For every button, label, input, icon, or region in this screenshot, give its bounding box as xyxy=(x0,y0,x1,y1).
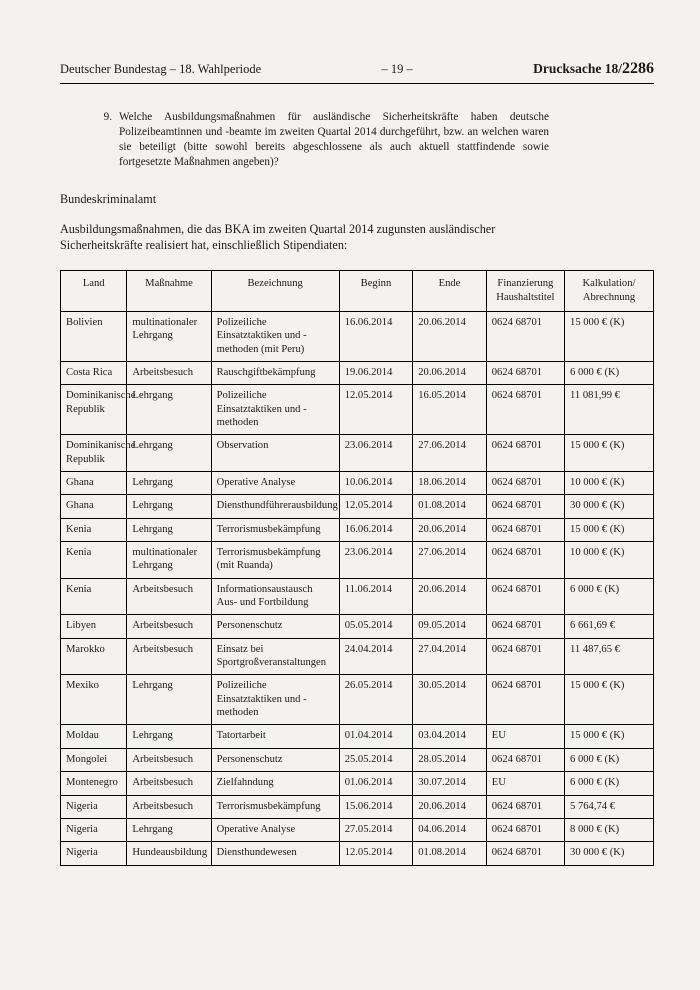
cell-finanzierung: 0624 68701 xyxy=(486,361,564,384)
cell-bezeichnung: Terrorismusbekämpfung xyxy=(211,795,339,818)
cell-ende: 27.04.2014 xyxy=(413,638,487,675)
cell-ende: 16.05.2014 xyxy=(413,385,487,435)
cell-beginn: 26.05.2014 xyxy=(339,675,413,725)
column-header-beginn: Beginn xyxy=(339,271,413,312)
cell-bezeichnung: Terrorismusbekämpfung xyxy=(211,518,339,541)
table-row xyxy=(61,675,654,725)
cell-ende: 20.06.2014 xyxy=(413,311,487,361)
cell-bezeichnung: Polizeiliche Einsatztaktiken und -methoden xyxy=(211,385,339,435)
cell-ende: 20.06.2014 xyxy=(413,795,487,818)
cell-bezeichnung: Zielfahndung xyxy=(211,772,339,795)
cell-ende: 01.08.2014 xyxy=(413,495,487,518)
table-body xyxy=(61,311,654,865)
cell-beginn: 10.06.2014 xyxy=(339,472,413,495)
cell-ende: 30.07.2014 xyxy=(413,772,487,795)
cell-beginn: 16.06.2014 xyxy=(339,311,413,361)
cell-beginn: 23.06.2014 xyxy=(339,435,413,472)
table-row xyxy=(61,518,654,541)
cell-bezeichnung: Diensthundewesen xyxy=(211,842,339,865)
cell-ende: 04.06.2014 xyxy=(413,818,487,841)
cell-bezeichnung: Diensthundführerausbildung xyxy=(211,495,339,518)
cell-beginn: 12.05.2014 xyxy=(339,385,413,435)
cell-bezeichnung: Operative Analyse xyxy=(211,472,339,495)
document-reference-number: 2286 xyxy=(622,60,654,77)
cell-massnahme: Arbeitsbesuch xyxy=(127,638,211,675)
cell-beginn: 16.06.2014 xyxy=(339,518,413,541)
cell-beginn: 05.05.2014 xyxy=(339,615,413,638)
cell-land: Kenia xyxy=(61,578,127,615)
cell-kalkulation: 6 000 € (K) xyxy=(565,748,654,771)
cell-land: Costa Rica xyxy=(61,361,127,384)
table-row xyxy=(61,795,654,818)
cell-ende: 20.06.2014 xyxy=(413,518,487,541)
cell-finanzierung: 0624 68701 xyxy=(486,842,564,865)
cell-kalkulation: 6 661,69 € xyxy=(565,615,654,638)
cell-land: Moldau xyxy=(61,725,127,748)
cell-bezeichnung: Personenschutz xyxy=(211,615,339,638)
cell-bezeichnung: Informationsaustausch Aus- und Fortbildung xyxy=(211,578,339,615)
cell-ende: 27.06.2014 xyxy=(413,542,487,579)
cell-kalkulation: 15 000 € (K) xyxy=(565,311,654,361)
cell-bezeichnung: Operative Analyse xyxy=(211,818,339,841)
cell-land: Mexiko xyxy=(61,675,127,725)
cell-ende: 18.06.2014 xyxy=(413,472,487,495)
cell-bezeichnung: Personenschutz xyxy=(211,748,339,771)
intro-paragraph: Ausbildungsmaßnahmen, die das BKA im zweiten Quartal 2014 zugunsten ausländischer Sicherheitskräfte realisiert hat, einschließlich Stipendiaten: xyxy=(60,221,496,253)
cell-finanzierung: 0624 68701 xyxy=(486,615,564,638)
table-row xyxy=(61,772,654,795)
cell-kalkulation: 6 000 € (K) xyxy=(565,578,654,615)
question-text: Welche Ausbildungsmaßnahmen für ausländische Sicherheitskräfte haben deutsche Polizeibeamtinnen und -beamte im zweiten Quartal 2014 durchgeführt, bzw. an welchen waren sie beteiligt (bitte sowohl bereits abgeschlossene als auch aktuell stattfindende sowie fortgesetzte Maßnahmen angeben)? xyxy=(119,111,549,168)
cell-finanzierung: 0624 68701 xyxy=(486,542,564,579)
cell-beginn: 23.06.2014 xyxy=(339,542,413,579)
cell-kalkulation: 15 000 € (K) xyxy=(565,675,654,725)
cell-massnahme: multinationaler Lehrgang xyxy=(127,542,211,579)
cell-finanzierung: 0624 68701 xyxy=(486,311,564,361)
cell-finanzierung: 0624 68701 xyxy=(486,435,564,472)
cell-kalkulation: 30 000 € (K) xyxy=(565,495,654,518)
cell-land: Dominikanische Republik xyxy=(61,435,127,472)
table-row xyxy=(61,725,654,748)
cell-massnahme: multinationaler Lehrgang xyxy=(127,311,211,361)
cell-finanzierung: 0624 68701 xyxy=(486,638,564,675)
table-row xyxy=(61,472,654,495)
cell-kalkulation: 30 000 € (K) xyxy=(565,842,654,865)
cell-beginn: 12.05.2014 xyxy=(339,842,413,865)
cell-massnahme: Arbeitsbesuch xyxy=(127,615,211,638)
cell-ende: 20.06.2014 xyxy=(413,361,487,384)
document-reference xyxy=(533,60,654,78)
table-row xyxy=(61,638,654,675)
page-header xyxy=(60,60,654,84)
cell-bezeichnung: Tatortarbeit xyxy=(211,725,339,748)
table-header-row xyxy=(61,271,654,312)
cell-beginn: 19.06.2014 xyxy=(339,361,413,384)
cell-finanzierung: 0624 68701 xyxy=(486,818,564,841)
cell-massnahme: Lehrgang xyxy=(127,385,211,435)
question-number: 9. xyxy=(103,111,112,123)
column-header-massnahme: Maßnahme xyxy=(127,271,211,312)
cell-massnahme: Arbeitsbesuch xyxy=(127,772,211,795)
table-row xyxy=(61,361,654,384)
column-header-land: Land xyxy=(61,271,127,312)
table-row xyxy=(61,748,654,771)
cell-bezeichnung: Terrorismusbekämpfung (mit Ruanda) xyxy=(211,542,339,579)
cell-kalkulation: 6 000 € (K) xyxy=(565,772,654,795)
cell-beginn: 01.04.2014 xyxy=(339,725,413,748)
cell-massnahme: Arbeitsbesuch xyxy=(127,578,211,615)
cell-kalkulation: 5 764,74 € xyxy=(565,795,654,818)
cell-finanzierung: 0624 68701 xyxy=(486,518,564,541)
cell-land: Kenia xyxy=(61,542,127,579)
cell-beginn: 25.05.2014 xyxy=(339,748,413,771)
column-header-ende: Ende xyxy=(413,271,487,312)
cell-massnahme: Lehrgang xyxy=(127,725,211,748)
table-row xyxy=(61,818,654,841)
cell-finanzierung: 0624 68701 xyxy=(486,495,564,518)
cell-bezeichnung: Observation xyxy=(211,435,339,472)
cell-land: Libyen xyxy=(61,615,127,638)
cell-massnahme: Lehrgang xyxy=(127,495,211,518)
cell-land: Marokko xyxy=(61,638,127,675)
table-row xyxy=(61,578,654,615)
cell-kalkulation: 15 000 € (K) xyxy=(565,435,654,472)
table-row xyxy=(61,435,654,472)
cell-finanzierung: 0624 68701 xyxy=(486,578,564,615)
table-row xyxy=(61,842,654,865)
cell-land: Dominikanische Republik xyxy=(61,385,127,435)
cell-land: Ghana xyxy=(61,472,127,495)
cell-finanzierung: 0624 68701 xyxy=(486,472,564,495)
cell-beginn: 12.05.2014 xyxy=(339,495,413,518)
cell-bezeichnung: Polizeiliche Einsatztaktiken und -methoden xyxy=(211,675,339,725)
cell-finanzierung: EU xyxy=(486,772,564,795)
cell-finanzierung: 0624 68701 xyxy=(486,795,564,818)
column-header-kalkulation: Kalkulation/ Abrechnung xyxy=(565,271,654,312)
cell-massnahme: Lehrgang xyxy=(127,435,211,472)
cell-land: Nigeria xyxy=(61,842,127,865)
column-header-bezeichnung: Bezeichnung xyxy=(211,271,339,312)
training-measures-table xyxy=(60,270,654,865)
cell-kalkulation: 10 000 € (K) xyxy=(565,542,654,579)
cell-massnahme: Lehrgang xyxy=(127,518,211,541)
cell-massnahme: Lehrgang xyxy=(127,675,211,725)
cell-land: Bolivien xyxy=(61,311,127,361)
cell-ende: 20.06.2014 xyxy=(413,578,487,615)
document-reference-label: Drucksache 18/ xyxy=(533,61,622,76)
cell-ende: 03.04.2014 xyxy=(413,725,487,748)
cell-kalkulation: 11 487,65 € xyxy=(565,638,654,675)
table-row xyxy=(61,542,654,579)
cell-ende: 01.08.2014 xyxy=(413,842,487,865)
cell-kalkulation: 10 000 € (K) xyxy=(565,472,654,495)
cell-bezeichnung: Einsatz bei Sportgroßveranstaltungen xyxy=(211,638,339,675)
cell-kalkulation: 11 081,99 € xyxy=(565,385,654,435)
cell-beginn: 27.05.2014 xyxy=(339,818,413,841)
cell-finanzierung: 0624 68701 xyxy=(486,385,564,435)
cell-land: Montenegro xyxy=(61,772,127,795)
cell-bezeichnung: Rauschgiftbekämpfung xyxy=(211,361,339,384)
cell-kalkulation: 15 000 € (K) xyxy=(565,518,654,541)
cell-massnahme: Arbeitsbesuch xyxy=(127,795,211,818)
cell-kalkulation: 8 000 € (K) xyxy=(565,818,654,841)
cell-massnahme: Lehrgang xyxy=(127,818,211,841)
cell-beginn: 01.06.2014 xyxy=(339,772,413,795)
cell-massnahme: Hundeausbildung xyxy=(127,842,211,865)
cell-ende: 28.05.2014 xyxy=(413,748,487,771)
cell-beginn: 11.06.2014 xyxy=(339,578,413,615)
cell-massnahme: Lehrgang xyxy=(127,472,211,495)
cell-finanzierung: 0624 68701 xyxy=(486,748,564,771)
cell-land: Mongolei xyxy=(61,748,127,771)
cell-land: Kenia xyxy=(61,518,127,541)
cell-bezeichnung: Polizeiliche Einsatztaktiken und -methoden (mit Peru) xyxy=(211,311,339,361)
table-row xyxy=(61,495,654,518)
cell-massnahme: Arbeitsbesuch xyxy=(127,361,211,384)
cell-finanzierung: 0624 68701 xyxy=(486,675,564,725)
section-title: Bundeskriminalamt xyxy=(60,191,157,206)
cell-kalkulation: 15 000 € (K) xyxy=(565,725,654,748)
column-header-finanzierung: Finanzierung Haushaltstitel xyxy=(486,271,564,312)
cell-beginn: 24.04.2014 xyxy=(339,638,413,675)
table-header xyxy=(61,271,654,312)
cell-ende: 09.05.2014 xyxy=(413,615,487,638)
question-block xyxy=(90,110,654,170)
cell-beginn: 15.06.2014 xyxy=(339,795,413,818)
cell-land: Nigeria xyxy=(61,795,127,818)
table-row xyxy=(61,385,654,435)
cell-land: Nigeria xyxy=(61,818,127,841)
table-row xyxy=(61,615,654,638)
cell-finanzierung: EU xyxy=(486,725,564,748)
cell-ende: 27.06.2014 xyxy=(413,435,487,472)
cell-kalkulation: 6 000 € (K) xyxy=(565,361,654,384)
cell-land: Ghana xyxy=(61,495,127,518)
page-number: – 19 – xyxy=(381,62,413,76)
table-row xyxy=(61,311,654,361)
cell-ende: 30.05.2014 xyxy=(413,675,487,725)
header-parliament-label: Deutscher Bundestag – 18. Wahlperiode xyxy=(60,62,262,76)
cell-massnahme: Arbeitsbesuch xyxy=(127,748,211,771)
